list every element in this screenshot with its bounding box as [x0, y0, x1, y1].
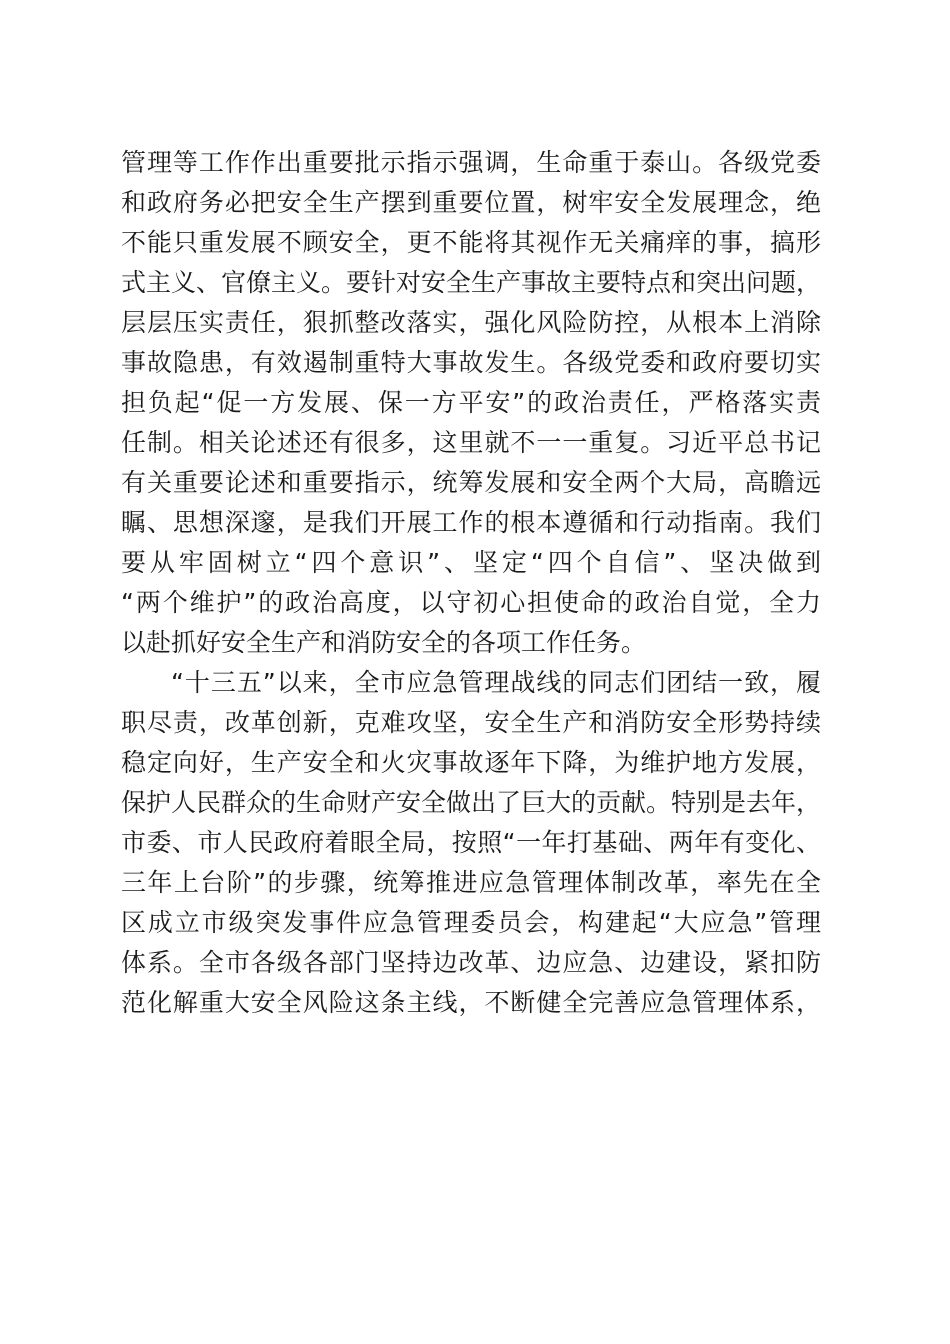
text-line: 稳定向好，生产安全和火灾事故逐年下降，为维护地方发展， [121, 748, 821, 777]
paragraph-1 [121, 143, 831, 663]
document-body [121, 143, 831, 1023]
text-line: 任制。相关论述还有很多，这里就不一一重复。习近平总书记 [121, 428, 821, 457]
text-line: 事故隐患，有效遏制重特大事故发生。各级党委和政府要切实 [121, 348, 821, 377]
text-line: 担负起“促一方发展、保一方平安”的政治责任，严格落实责 [121, 388, 821, 417]
text-line: 范化解重大安全风险这条主线，不断健全完善应急管理体系， [121, 988, 821, 1017]
text-line: 和政府务必把安全生产摆到重要位置，树牢安全发展理念，绝 [121, 188, 821, 217]
text-line: 以赴抓好安全生产和消防安全的各项工作任务。 [121, 628, 647, 657]
text-line: 管理等工作作出重要批示指示强调，生命重于泰山。各级党委 [121, 148, 821, 177]
text-line: 不能只重发展不顾安全，更不能将其视作无关痛痒的事，搞形 [121, 228, 821, 257]
text-line: 区成立市级突发事件应急管理委员会，构建起“大应急”管理 [121, 908, 821, 937]
text-line: 有关重要论述和重要指示，统筹发展和安全两个大局，高瞻远 [121, 468, 821, 497]
text-line: “十三五”以来，全市应急管理战线的同志们团结一致，履 [171, 668, 821, 697]
paragraph-2 [121, 663, 831, 1023]
text-line: “两个维护”的政治高度，以守初心担使命的政治自觉，全力 [121, 588, 821, 617]
text-line: 体系。全市各级各部门坚持边改革、边应急、边建设，紧扣防 [121, 948, 821, 977]
text-line: 层层压实责任，狠抓整改落实，强化风险防控，从根本上消除 [121, 308, 821, 337]
text-line: 三年上台阶”的步骤，统筹推进应急管理体制改革，率先在全 [121, 868, 821, 897]
text-line: 保护人民群众的生命财产安全做出了巨大的贡献。特别是去年， [121, 788, 822, 817]
text-line: 市委、市人民政府着眼全局，按照“一年打基础、两年有变化、 [121, 828, 821, 857]
text-line: 式主义、官僚主义。要针对安全生产事故主要特点和突出问题， [121, 268, 822, 297]
text-line: 瞩、思想深邃，是我们开展工作的根本遵循和行动指南。我们 [121, 508, 821, 537]
text-line: 要从牢固树立“四个意识”、坚定“四个自信”、坚决做到 [121, 548, 821, 577]
text-line: 职尽责，改革创新，克难攻坚，安全生产和消防安全形势持续 [121, 708, 821, 737]
